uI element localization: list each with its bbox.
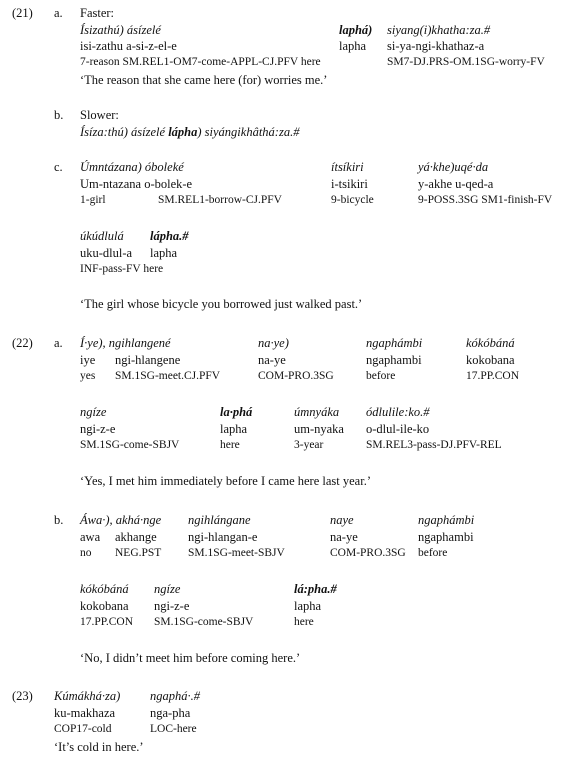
gloss: COP17-cold — [54, 723, 112, 735]
gloss: 1-girl — [80, 194, 106, 206]
surface-word: Í·ye), ngihlangené — [80, 336, 171, 350]
gloss: 7-reason SM.REL1-OM7-come-APPL-CJ.PFV here — [80, 56, 321, 68]
free-translation: ‘No, I didn’t meet him before coming here.’ — [80, 651, 301, 665]
sub-example-letter: c. — [54, 160, 63, 174]
morpheme-segmentation: ku-makhaza — [54, 706, 116, 720]
morpheme-segmentation: kokobana — [80, 599, 129, 613]
morpheme-segmentation: kokobana — [466, 353, 515, 367]
morpheme-segmentation: nga-pha — [150, 706, 191, 720]
surface-word: yá·khe)uqé·da — [418, 160, 489, 174]
morpheme-segmentation: i-tsikiri — [331, 177, 368, 191]
gloss: here — [294, 616, 314, 628]
morpheme-segmentation: ngaphambi — [418, 530, 474, 544]
surface-word: ngihlángane — [188, 513, 251, 527]
gloss: COM-PRO.3SG — [258, 370, 334, 382]
sub-example-letter: b. — [54, 108, 64, 122]
morpheme-segmentation: lapha — [220, 422, 248, 436]
surface-word: ngaphámbi — [418, 513, 475, 527]
morpheme-segmentation: ngi-hlangene — [115, 353, 181, 367]
example-number: (22) — [12, 336, 33, 350]
gloss: SM.1SG-come-SBJV — [154, 616, 254, 628]
morpheme-segmentation: lapha — [150, 246, 178, 260]
sub-example-letter: b. — [54, 513, 64, 527]
gloss: 3-year — [294, 439, 324, 451]
gloss: 9-POSS.3SG SM1-finish-FV — [418, 194, 553, 206]
gloss: SM.REL3-pass-DJ.PFV-REL — [366, 439, 502, 451]
surface-word: Kúmákhá·za) — [54, 689, 121, 703]
morpheme-segmentation: na-ye — [330, 530, 358, 544]
gloss: here — [220, 439, 240, 451]
gloss: NEG.PST — [115, 547, 162, 559]
gloss: 17.PP.CON — [466, 370, 520, 382]
surface-word: ngaphámbi — [366, 336, 423, 350]
surface-word: kókóbáná — [80, 582, 129, 596]
morpheme-segmentation: na-ye — [258, 353, 286, 367]
surface-word: ngíze — [80, 405, 107, 419]
surface-word: ódlulile:ko.# — [366, 405, 430, 419]
free-translation: ‘The girl whose bicycle you borrowed just walked past.’ — [80, 297, 363, 311]
gloss: before — [366, 370, 396, 382]
morpheme-segmentation: lapha — [294, 599, 322, 613]
sub-example-letter: a. — [54, 6, 63, 20]
gloss: SM7-DJ.PRS-OM.1SG-worry-FV — [387, 56, 545, 68]
morpheme-segmentation: ngi-z-e — [154, 599, 190, 613]
surface-word: ngíze — [154, 582, 181, 596]
surface-word: siyang(i)khatha:za.# — [387, 23, 491, 37]
morpheme-segmentation: Um-ntazana o-bolek-e — [80, 177, 193, 191]
example-number: (23) — [12, 689, 33, 703]
sub-example-letter: a. — [54, 336, 63, 350]
morpheme-segmentation: awa — [80, 530, 101, 544]
surface-word: lá:pha.# — [294, 582, 337, 596]
surface-word: na·ye) — [258, 336, 289, 350]
surface-word: úkúdlulá — [80, 229, 124, 243]
morpheme-segmentation: si-ya-ngi-khathaz-a — [387, 39, 485, 53]
morpheme-segmentation: ngi-z-e — [80, 422, 116, 436]
free-translation: ‘The reason that she came here (for) worries me.’ — [80, 73, 328, 87]
morpheme-segmentation: iye — [80, 353, 96, 367]
gloss: no — [80, 547, 92, 559]
gloss: COM-PRO.3SG — [330, 547, 406, 559]
morpheme-segmentation: um-nyaka — [294, 422, 344, 436]
surface-word: ngaphá·.# — [150, 689, 200, 703]
gloss: 9-bicycle — [331, 194, 374, 206]
gloss: SM.1SG-meet-SBJV — [188, 547, 285, 559]
gloss: LOC-here — [150, 723, 197, 735]
gloss: 17.PP.CON — [80, 616, 134, 628]
morpheme-segmentation: ngaphambi — [366, 353, 422, 367]
surface-word: Úmntázana) óboleké — [80, 160, 184, 174]
surface-line: Ísíza:thú) ásízelé lápha) siyángikhâthá:za.# — [80, 125, 300, 139]
speed-label: Faster: — [80, 6, 115, 20]
surface-word: la·phá — [220, 405, 253, 419]
free-translation: ‘It’s cold in here.’ — [54, 740, 144, 754]
gloss: yes — [80, 370, 96, 382]
surface-word: naye — [330, 513, 354, 527]
morpheme-segmentation: lapha — [339, 39, 367, 53]
surface-word: lápha.# — [150, 229, 189, 243]
morpheme-segmentation: isi-zathu a-si-z-el-e — [80, 39, 177, 53]
surface-word: úmnyáka — [294, 405, 340, 419]
morpheme-segmentation: ngi-hlangan-e — [188, 530, 258, 544]
surface-word: kókóbáná — [466, 336, 515, 350]
gloss: SM.REL1-borrow-CJ.PFV — [158, 194, 282, 206]
surface-word: Ísizathú) ásízelé — [80, 23, 161, 37]
surface-word: ítsíkiri — [331, 160, 364, 174]
surface-word: laphá) — [339, 23, 373, 37]
morpheme-segmentation: o-dlul-ile-ko — [366, 422, 430, 436]
speed-label: Slower: — [80, 108, 119, 122]
gloss: before — [418, 547, 448, 559]
morpheme-segmentation: akhange — [115, 530, 157, 544]
surface-word: Áwa·), akhá·nge — [80, 513, 162, 527]
gloss: SM.1SG-come-SBJV — [80, 439, 180, 451]
gloss: INF-pass-FV here — [80, 263, 164, 275]
gloss: SM.1SG-meet.CJ.PFV — [115, 370, 221, 382]
morpheme-segmentation: y-akhe u-qed-a — [418, 177, 494, 191]
example-number: (21) — [12, 6, 33, 20]
morpheme-segmentation: uku-dlul-a — [80, 246, 133, 260]
free-translation: ‘Yes, I met him immediately before I came here last year.’ — [80, 474, 371, 488]
